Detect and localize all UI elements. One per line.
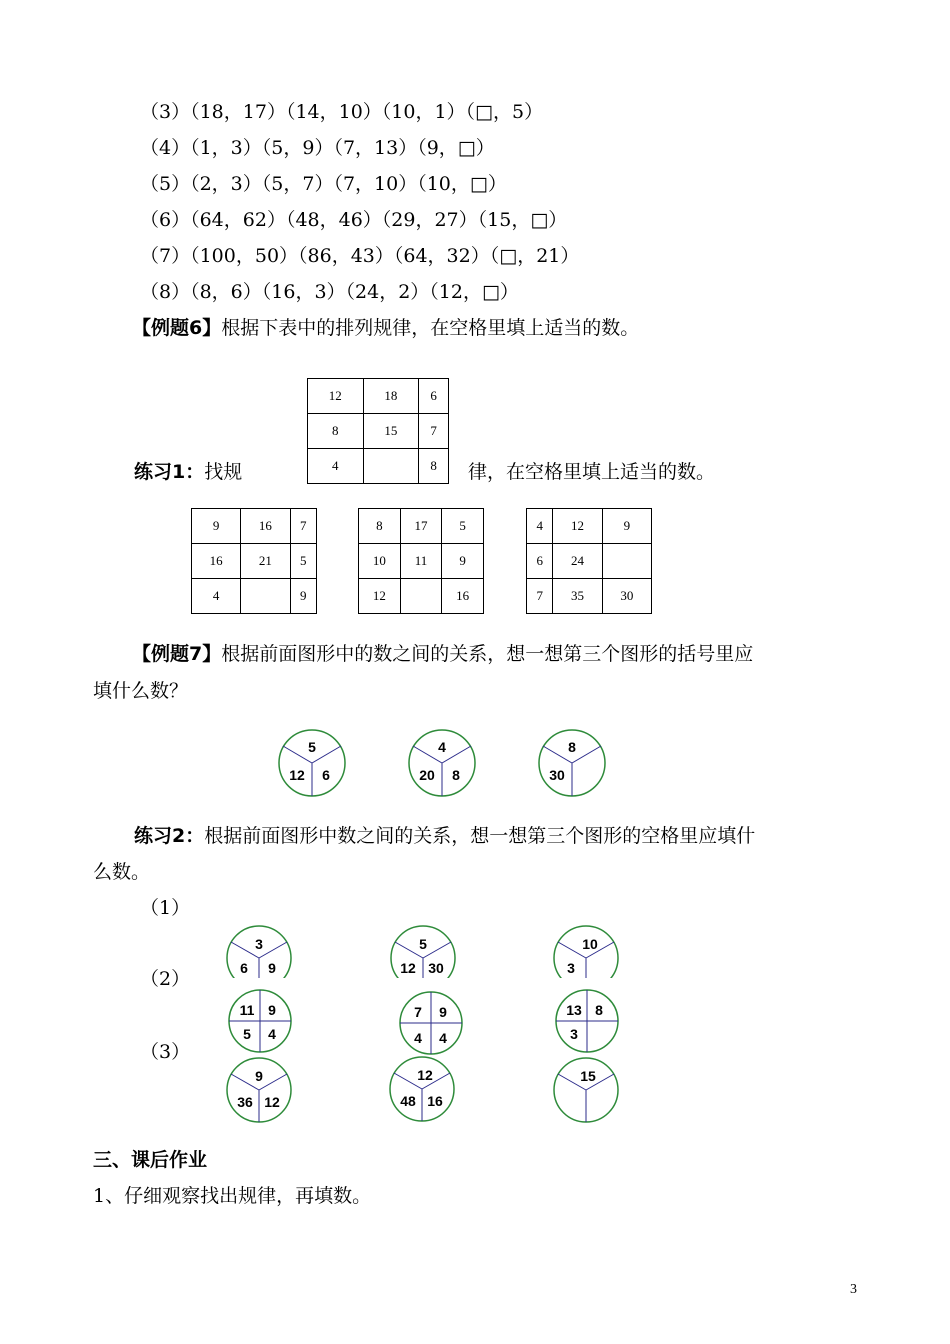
practice2-row2-circle-2 (399, 991, 463, 1055)
circle-bottom-right-number: 4 (268, 1026, 276, 1042)
practice2-row3-circle-3 (553, 1057, 619, 1123)
circle-left-number: 12 (400, 960, 416, 976)
divider-line (259, 942, 287, 958)
table-cell: 8 (308, 414, 364, 449)
table-cell: 35 (553, 579, 602, 614)
circle-top-number: 10 (582, 936, 598, 952)
table-cell (602, 544, 651, 579)
circle-top-number: 5 (308, 739, 316, 755)
practice2-sub-label-3: （3） (140, 1041, 191, 1063)
example6-label: 【例题6】 (132, 317, 222, 339)
example7-text-1: 根据前面图形中的数之间的关系，想一想第三个图形的括号里应 (221, 643, 754, 665)
table-cell (363, 449, 419, 484)
sequence-line-8: （8）（8，6）（16，3）（24，2）（12，□） (140, 281, 519, 303)
practice2-row2-circle-1 (228, 989, 292, 1053)
circle-left-number: 48 (400, 1093, 416, 1109)
circle-left-number: 3 (567, 960, 575, 976)
table-cell: 10 (359, 544, 401, 579)
table-cell (241, 579, 290, 614)
example7-label: 【例题7】 (132, 643, 222, 665)
page-number: 3 (850, 1282, 857, 1297)
table-cell: 7 (419, 414, 449, 449)
table-cell: 6 (419, 379, 449, 414)
circle-top-number: 4 (438, 739, 446, 755)
circle-top-number: 15 (580, 1068, 596, 1084)
circle-top-left-number: 13 (566, 1002, 582, 1018)
practice1-label: 练习1： (134, 461, 205, 483)
practice2-row1-circle-2 (390, 925, 456, 981)
divider-line (423, 942, 451, 958)
circle-left-number: 36 (237, 1094, 253, 1110)
example6-table (307, 378, 449, 484)
circle-right-number: 30 (428, 960, 444, 976)
table-cell: 6 (527, 544, 553, 579)
divider-line (259, 1074, 287, 1090)
sequence-line-6: （6）（64，62）（48，46）（29，27）（15，□） (140, 209, 568, 231)
circle-top-number: 9 (255, 1068, 263, 1084)
circle-top-right-number: 9 (439, 1004, 447, 1020)
practice2-row3-circle-2 (389, 1056, 455, 1122)
circle-bottom-left-number: 4 (414, 1030, 422, 1046)
sequence-line-4: （4）（1，3）（5，9）（7，13）（9，□） (140, 137, 495, 159)
circle-right-number: 8 (452, 767, 460, 783)
table-cell: 7 (290, 509, 316, 544)
table-cell: 16 (192, 544, 241, 579)
divider-line (312, 746, 341, 763)
practice2-row2-circle-3 (555, 989, 619, 1053)
circle-top-right-number: 9 (268, 1002, 276, 1018)
circle-right-number: 16 (427, 1093, 443, 1109)
circle-left-number: 12 (289, 767, 305, 783)
practice2-row1-circle-3 (553, 925, 619, 981)
practice2-paragraph-1 (134, 824, 755, 848)
practice2-row3-circle-1 (226, 1057, 292, 1123)
divider-line (572, 746, 601, 763)
practice1-table-3 (526, 508, 652, 614)
table-cell: 30 (602, 579, 651, 614)
table-cell: 8 (359, 509, 401, 544)
circle-top-number: 12 (417, 1067, 433, 1083)
practice2-row1-circle-1 (226, 925, 292, 981)
circle-bottom-right-number: 4 (439, 1030, 447, 1046)
table-cell: 11 (400, 544, 442, 579)
circle-right-number: 12 (264, 1094, 280, 1110)
table-cell (400, 579, 442, 614)
table-cell: 21 (241, 544, 290, 579)
sequence-line-5: （5）（2，3）（5，7）（7，10）（10，□） (140, 173, 507, 195)
homework-item-1: 1、仔细观察找出规律，再填数。 (93, 1185, 372, 1207)
table-cell: 4 (527, 509, 553, 544)
circle-bottom-left-number: 5 (243, 1026, 251, 1042)
practice2-sub-label-2: （2） (140, 968, 191, 990)
sequence-line-7: （7）（100，50）（86，43）（64，32）（□，21） (140, 245, 580, 267)
table-cell: 12 (553, 509, 602, 544)
table-cell: 9 (192, 509, 241, 544)
table-cell: 15 (363, 414, 419, 449)
table-cell: 16 (442, 579, 484, 614)
table-cell: 12 (359, 579, 401, 614)
circle-left-number: 6 (240, 960, 248, 976)
table-cell: 9 (290, 579, 316, 614)
circle-top-left-number: 7 (414, 1004, 422, 1020)
table-cell: 12 (308, 379, 364, 414)
divider-line (442, 746, 471, 763)
example7-paragraph-1 (132, 642, 753, 666)
table-cell: 18 (363, 379, 419, 414)
example6-paragraph (132, 316, 639, 340)
circle-left-number: 30 (549, 767, 565, 783)
table-cell: 17 (400, 509, 442, 544)
circle-top-right-number: 8 (595, 1002, 603, 1018)
circle-top-left-number: 11 (239, 1002, 255, 1018)
practice2-text-1: 根据前面图形中数之间的关系，想一想第三个图形的空格里应填什 (204, 825, 756, 847)
practice1-text-b: 律，在空格里填上适当的数。 (468, 461, 716, 483)
circle-right-number: 9 (268, 960, 276, 976)
table-cell: 4 (308, 449, 364, 484)
practice2-sub-label-1: （1） (140, 897, 191, 919)
homework-heading: 三、课后作业 (93, 1149, 208, 1171)
table-cell: 9 (442, 544, 484, 579)
practice2-text-2: 么数。 (93, 861, 151, 883)
circle-top-number: 3 (255, 936, 263, 952)
table-cell: 8 (419, 449, 449, 484)
practice1-table-2 (358, 508, 484, 614)
table-cell: 7 (527, 579, 553, 614)
example7-text-2: 填什么数？ (93, 680, 189, 702)
table-cell: 4 (192, 579, 241, 614)
sequence-line-3: （3）（18，17）（14，10）（10，1）（□，5） (140, 101, 544, 123)
circle-top-number: 8 (568, 739, 576, 755)
table-cell: 9 (602, 509, 651, 544)
table-cell: 5 (290, 544, 316, 579)
table-cell: 16 (241, 509, 290, 544)
circle-top-number: 5 (419, 936, 427, 952)
example7-circle-1 (278, 729, 346, 797)
practice1-paragraph-a (134, 460, 242, 484)
circle-bottom-left-number: 3 (570, 1026, 578, 1042)
practice1-text-a: 找规 (204, 461, 243, 483)
example7-circle-2 (408, 729, 476, 797)
circle-right-number: 6 (322, 767, 330, 783)
table-cell: 24 (553, 544, 602, 579)
practice2-label: 练习2： (134, 825, 205, 847)
example6-text: 根据下表中的排列规律，在空格里填上适当的数。 (221, 317, 640, 339)
example7-circle-3 (538, 729, 606, 797)
table-cell: 5 (442, 509, 484, 544)
circle-left-number: 20 (419, 767, 435, 783)
practice1-table-1 (191, 508, 317, 614)
